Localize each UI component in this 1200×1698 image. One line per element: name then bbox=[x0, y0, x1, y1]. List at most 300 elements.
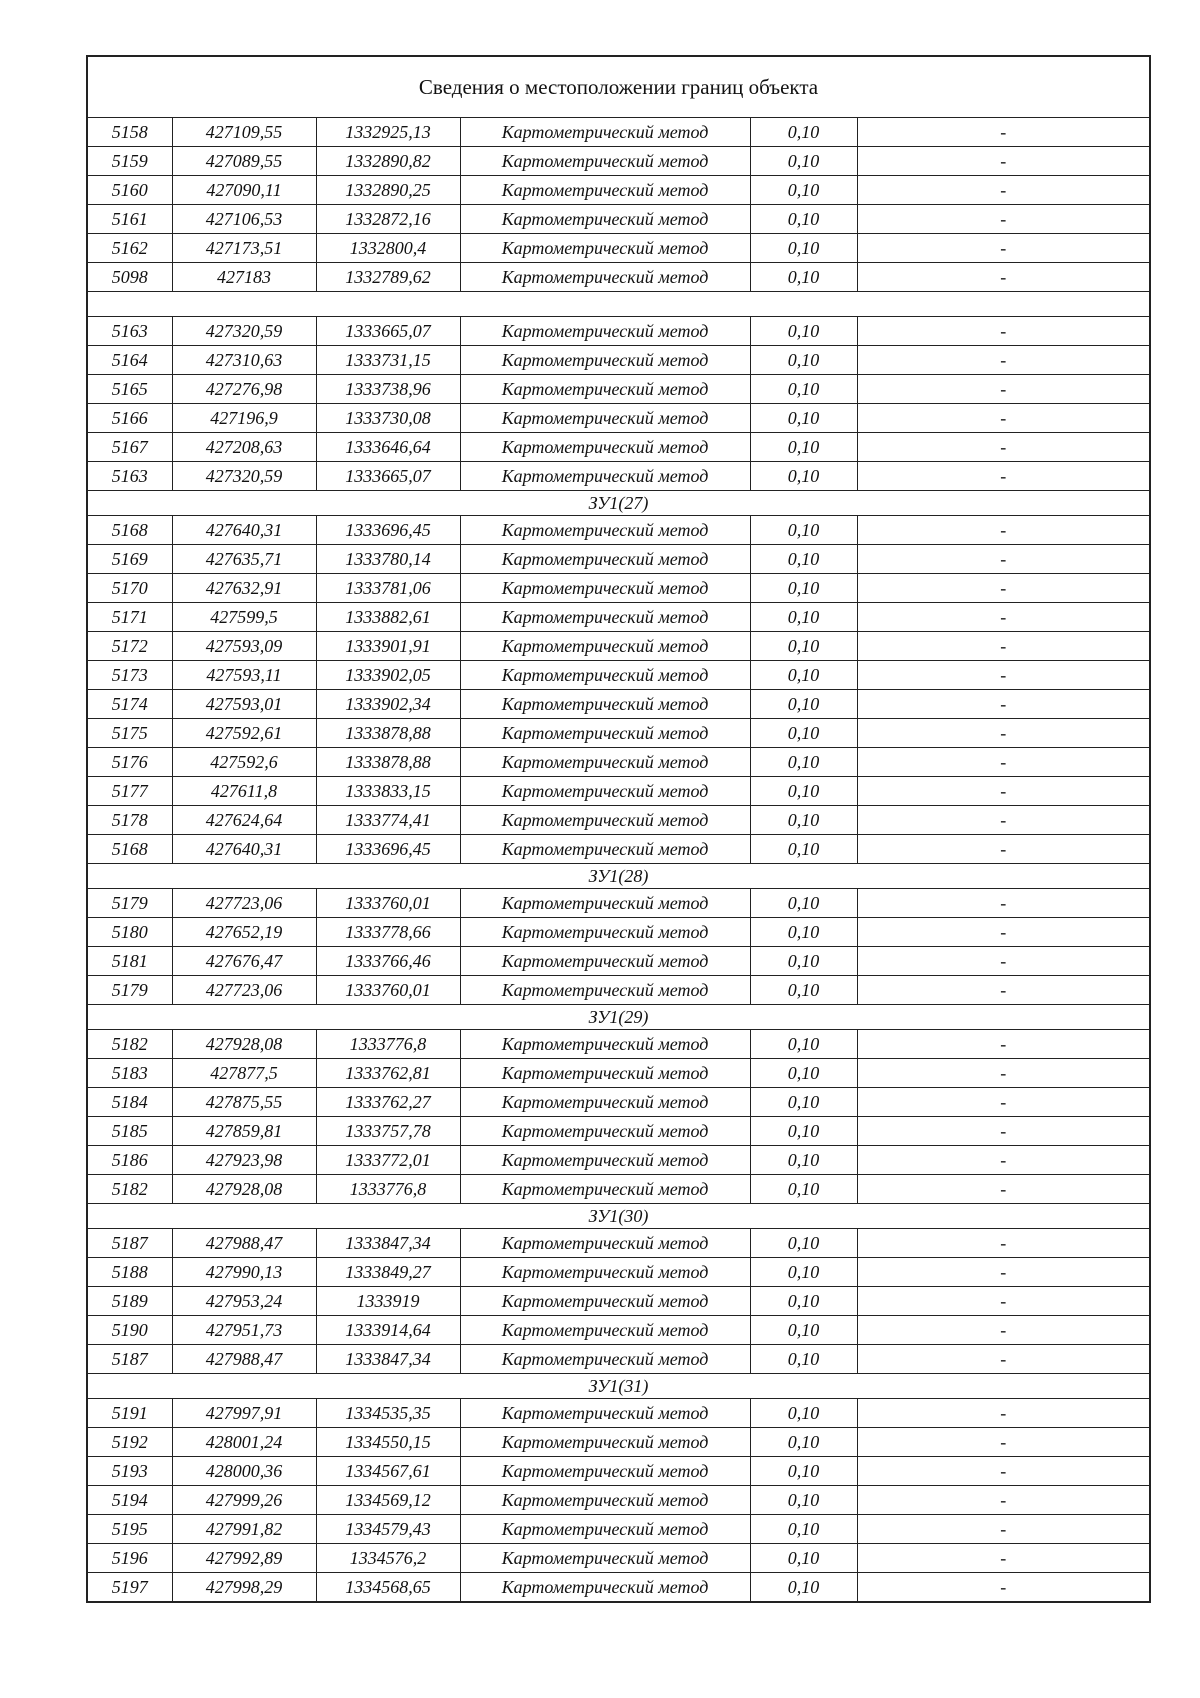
cell-point-number: 5179 bbox=[87, 976, 172, 1005]
cell-point-number: 5181 bbox=[87, 947, 172, 976]
cell-coord-x: 427599,5 bbox=[172, 603, 316, 632]
section-header-row bbox=[87, 491, 1150, 516]
cell-coord-y: 1333776,8 bbox=[316, 1175, 460, 1204]
cell-description: - bbox=[857, 1515, 1150, 1544]
section-header-row bbox=[87, 1005, 1150, 1030]
cell-coord-y: 1333847,34 bbox=[316, 1345, 460, 1374]
table-row bbox=[87, 1544, 1150, 1573]
cell-coord-x: 427640,31 bbox=[172, 516, 316, 545]
cell-accuracy: 0,10 bbox=[750, 147, 857, 176]
table-row bbox=[87, 574, 1150, 603]
table-row bbox=[87, 806, 1150, 835]
table-row bbox=[87, 1428, 1150, 1457]
cell-description: - bbox=[857, 918, 1150, 947]
cell-coord-y: 1333849,27 bbox=[316, 1258, 460, 1287]
cell-coord-y: 1332872,16 bbox=[316, 205, 460, 234]
table-row bbox=[87, 1345, 1150, 1374]
cell-point-number: 5188 bbox=[87, 1258, 172, 1287]
table-row bbox=[87, 118, 1150, 147]
cell-description: - bbox=[857, 317, 1150, 346]
cell-coord-y: 1333730,08 bbox=[316, 404, 460, 433]
table-row bbox=[87, 317, 1150, 346]
cell-method: Картометрический метод bbox=[460, 545, 750, 574]
table-row bbox=[87, 976, 1150, 1005]
table-row bbox=[87, 603, 1150, 632]
cell-coord-y: 1333902,34 bbox=[316, 690, 460, 719]
cell-point-number: 5160 bbox=[87, 176, 172, 205]
table-body bbox=[87, 56, 1150, 1602]
cell-description: - bbox=[857, 1399, 1150, 1428]
cell-coord-y: 1333762,81 bbox=[316, 1059, 460, 1088]
cell-point-number: 5163 bbox=[87, 317, 172, 346]
cell-point-number: 5174 bbox=[87, 690, 172, 719]
table-row bbox=[87, 719, 1150, 748]
boundary-coordinates-table bbox=[86, 55, 1151, 1603]
cell-accuracy: 0,10 bbox=[750, 1287, 857, 1316]
cell-coord-y: 1333919 bbox=[316, 1287, 460, 1316]
table-row bbox=[87, 462, 1150, 491]
cell-coord-x: 427997,91 bbox=[172, 1399, 316, 1428]
cell-accuracy: 0,10 bbox=[750, 433, 857, 462]
cell-coord-y: 1333902,05 bbox=[316, 661, 460, 690]
cell-method: Картометрический метод bbox=[460, 1059, 750, 1088]
cell-coord-y: 1333914,64 bbox=[316, 1316, 460, 1345]
cell-accuracy: 0,10 bbox=[750, 1175, 857, 1204]
cell-coord-x: 427624,64 bbox=[172, 806, 316, 835]
cell-coord-y: 1333731,15 bbox=[316, 346, 460, 375]
cell-description: - bbox=[857, 404, 1150, 433]
section-header-row bbox=[87, 864, 1150, 889]
cell-accuracy: 0,10 bbox=[750, 1229, 857, 1258]
table-row bbox=[87, 375, 1150, 404]
cell-point-number: 5185 bbox=[87, 1117, 172, 1146]
cell-accuracy: 0,10 bbox=[750, 889, 857, 918]
cell-description: - bbox=[857, 462, 1150, 491]
cell-coord-y: 1333878,88 bbox=[316, 748, 460, 777]
cell-description: - bbox=[857, 118, 1150, 147]
cell-coord-y: 1333772,01 bbox=[316, 1146, 460, 1175]
table-row bbox=[87, 777, 1150, 806]
cell-description: - bbox=[857, 433, 1150, 462]
cell-point-number: 5168 bbox=[87, 516, 172, 545]
table-row bbox=[87, 176, 1150, 205]
cell-point-number: 5172 bbox=[87, 632, 172, 661]
cell-point-number: 5180 bbox=[87, 918, 172, 947]
cell-coord-x: 427183 bbox=[172, 263, 316, 292]
cell-description: - bbox=[857, 1573, 1150, 1603]
cell-coord-y: 1334567,61 bbox=[316, 1457, 460, 1486]
cell-accuracy: 0,10 bbox=[750, 1573, 857, 1603]
cell-method: Картометрический метод bbox=[460, 1258, 750, 1287]
table-row bbox=[87, 835, 1150, 864]
cell-method: Картометрический метод bbox=[460, 1287, 750, 1316]
cell-description: - bbox=[857, 1258, 1150, 1287]
cell-coord-x: 427109,55 bbox=[172, 118, 316, 147]
cell-method: Картометрический метод bbox=[460, 748, 750, 777]
cell-coord-x: 427196,9 bbox=[172, 404, 316, 433]
cell-coord-x: 427640,31 bbox=[172, 835, 316, 864]
cell-point-number: 5170 bbox=[87, 574, 172, 603]
cell-coord-y: 1333665,07 bbox=[316, 462, 460, 491]
table-row bbox=[87, 690, 1150, 719]
table-row bbox=[87, 234, 1150, 263]
cell-description: - bbox=[857, 777, 1150, 806]
cell-point-number: 5189 bbox=[87, 1287, 172, 1316]
cell-description: - bbox=[857, 1486, 1150, 1515]
cell-point-number: 5171 bbox=[87, 603, 172, 632]
cell-coord-y: 1334568,65 bbox=[316, 1573, 460, 1603]
cell-method: Картометрический метод bbox=[460, 1175, 750, 1204]
section-label: ЗУ1(27) bbox=[87, 491, 1150, 516]
cell-description: - bbox=[857, 1117, 1150, 1146]
cell-accuracy: 0,10 bbox=[750, 1088, 857, 1117]
cell-coord-x: 427090,11 bbox=[172, 176, 316, 205]
table-row bbox=[87, 516, 1150, 545]
cell-coord-x: 427990,13 bbox=[172, 1258, 316, 1287]
cell-accuracy: 0,10 bbox=[750, 1316, 857, 1345]
cell-accuracy: 0,10 bbox=[750, 545, 857, 574]
cell-point-number: 5163 bbox=[87, 462, 172, 491]
cell-description: - bbox=[857, 1287, 1150, 1316]
cell-coord-y: 1333760,01 bbox=[316, 889, 460, 918]
cell-coord-x: 427593,01 bbox=[172, 690, 316, 719]
cell-accuracy: 0,10 bbox=[750, 404, 857, 433]
cell-point-number: 5167 bbox=[87, 433, 172, 462]
cell-point-number: 5182 bbox=[87, 1175, 172, 1204]
cell-description: - bbox=[857, 1457, 1150, 1486]
cell-description: - bbox=[857, 889, 1150, 918]
cell-accuracy: 0,10 bbox=[750, 1030, 857, 1059]
cell-point-number: 5158 bbox=[87, 118, 172, 147]
cell-description: - bbox=[857, 205, 1150, 234]
cell-accuracy: 0,10 bbox=[750, 346, 857, 375]
table-row bbox=[87, 1258, 1150, 1287]
cell-method: Картометрический метод bbox=[460, 1146, 750, 1175]
cell-description: - bbox=[857, 632, 1150, 661]
table-row bbox=[87, 1059, 1150, 1088]
document-page bbox=[86, 55, 1149, 1603]
cell-accuracy: 0,10 bbox=[750, 234, 857, 263]
cell-coord-y: 1333780,14 bbox=[316, 545, 460, 574]
cell-accuracy: 0,10 bbox=[750, 777, 857, 806]
cell-coord-x: 427723,06 bbox=[172, 976, 316, 1005]
cell-accuracy: 0,10 bbox=[750, 806, 857, 835]
cell-accuracy: 0,10 bbox=[750, 317, 857, 346]
cell-point-number: 5183 bbox=[87, 1059, 172, 1088]
cell-point-number: 5192 bbox=[87, 1428, 172, 1457]
cell-coord-y: 1333696,45 bbox=[316, 516, 460, 545]
cell-coord-x: 427992,89 bbox=[172, 1544, 316, 1573]
cell-coord-y: 1333766,46 bbox=[316, 947, 460, 976]
cell-description: - bbox=[857, 1146, 1150, 1175]
cell-description: - bbox=[857, 234, 1150, 263]
cell-point-number: 5184 bbox=[87, 1088, 172, 1117]
cell-coord-y: 1334569,12 bbox=[316, 1486, 460, 1515]
cell-coord-y: 1333646,64 bbox=[316, 433, 460, 462]
cell-description: - bbox=[857, 516, 1150, 545]
cell-method: Картометрический метод bbox=[460, 632, 750, 661]
cell-point-number: 5173 bbox=[87, 661, 172, 690]
cell-description: - bbox=[857, 1428, 1150, 1457]
cell-coord-x: 427877,5 bbox=[172, 1059, 316, 1088]
cell-coord-x: 427676,47 bbox=[172, 947, 316, 976]
cell-point-number: 5187 bbox=[87, 1345, 172, 1374]
cell-coord-x: 427723,06 bbox=[172, 889, 316, 918]
cell-accuracy: 0,10 bbox=[750, 632, 857, 661]
section-header-row bbox=[87, 1374, 1150, 1399]
section-header-row bbox=[87, 292, 1150, 317]
cell-coord-y: 1333847,34 bbox=[316, 1229, 460, 1258]
cell-description: - bbox=[857, 806, 1150, 835]
cell-coord-x: 427320,59 bbox=[172, 317, 316, 346]
cell-description: - bbox=[857, 263, 1150, 292]
cell-accuracy: 0,10 bbox=[750, 603, 857, 632]
cell-point-number: 5187 bbox=[87, 1229, 172, 1258]
cell-description: - bbox=[857, 603, 1150, 632]
cell-accuracy: 0,10 bbox=[750, 375, 857, 404]
cell-description: - bbox=[857, 1088, 1150, 1117]
cell-method: Картометрический метод bbox=[460, 1345, 750, 1374]
cell-point-number: 5159 bbox=[87, 147, 172, 176]
cell-accuracy: 0,10 bbox=[750, 1486, 857, 1515]
cell-point-number: 5191 bbox=[87, 1399, 172, 1428]
cell-coord-y: 1333696,45 bbox=[316, 835, 460, 864]
cell-point-number: 5182 bbox=[87, 1030, 172, 1059]
cell-description: - bbox=[857, 1030, 1150, 1059]
cell-coord-y: 1333774,41 bbox=[316, 806, 460, 835]
cell-coord-x: 427106,53 bbox=[172, 205, 316, 234]
cell-method: Картометрический метод bbox=[460, 1573, 750, 1603]
table-row bbox=[87, 1515, 1150, 1544]
cell-accuracy: 0,10 bbox=[750, 1258, 857, 1287]
cell-description: - bbox=[857, 1175, 1150, 1204]
cell-description: - bbox=[857, 1544, 1150, 1573]
cell-point-number: 5098 bbox=[87, 263, 172, 292]
cell-description: - bbox=[857, 574, 1150, 603]
cell-accuracy: 0,10 bbox=[750, 1544, 857, 1573]
cell-coord-y: 1332925,13 bbox=[316, 118, 460, 147]
table-title-row bbox=[87, 56, 1150, 118]
cell-method: Картометрический метод bbox=[460, 346, 750, 375]
cell-method: Картометрический метод bbox=[460, 317, 750, 346]
cell-coord-x: 427951,73 bbox=[172, 1316, 316, 1345]
cell-description: - bbox=[857, 176, 1150, 205]
table-row bbox=[87, 1486, 1150, 1515]
cell-coord-x: 427611,8 bbox=[172, 777, 316, 806]
cell-method: Картометрический метод bbox=[460, 777, 750, 806]
cell-point-number: 5169 bbox=[87, 545, 172, 574]
table-row bbox=[87, 1030, 1150, 1059]
cell-point-number: 5161 bbox=[87, 205, 172, 234]
cell-coord-y: 1334550,15 bbox=[316, 1428, 460, 1457]
cell-coord-y: 1333665,07 bbox=[316, 317, 460, 346]
cell-coord-x: 427928,08 bbox=[172, 1175, 316, 1204]
cell-coord-y: 1334579,43 bbox=[316, 1515, 460, 1544]
cell-method: Картометрический метод bbox=[460, 205, 750, 234]
table-row bbox=[87, 748, 1150, 777]
table-row bbox=[87, 263, 1150, 292]
cell-coord-x: 427089,55 bbox=[172, 147, 316, 176]
cell-coord-y: 1333760,01 bbox=[316, 976, 460, 1005]
cell-method: Картометрический метод bbox=[460, 263, 750, 292]
cell-method: Картометрический метод bbox=[460, 1399, 750, 1428]
cell-coord-y: 1333901,91 bbox=[316, 632, 460, 661]
cell-point-number: 5190 bbox=[87, 1316, 172, 1345]
cell-method: Картометрический метод bbox=[460, 1030, 750, 1059]
cell-coord-x: 427310,63 bbox=[172, 346, 316, 375]
cell-coord-x: 427635,71 bbox=[172, 545, 316, 574]
cell-description: - bbox=[857, 748, 1150, 777]
cell-method: Картометрический метод bbox=[460, 516, 750, 545]
cell-accuracy: 0,10 bbox=[750, 176, 857, 205]
cell-accuracy: 0,10 bbox=[750, 947, 857, 976]
cell-coord-x: 427632,91 bbox=[172, 574, 316, 603]
cell-coord-x: 427652,19 bbox=[172, 918, 316, 947]
table-row bbox=[87, 1117, 1150, 1146]
cell-point-number: 5165 bbox=[87, 375, 172, 404]
cell-point-number: 5168 bbox=[87, 835, 172, 864]
cell-method: Картометрический метод bbox=[460, 433, 750, 462]
cell-point-number: 5186 bbox=[87, 1146, 172, 1175]
cell-method: Картометрический метод bbox=[460, 1229, 750, 1258]
cell-description: - bbox=[857, 1229, 1150, 1258]
cell-coord-y: 1333882,61 bbox=[316, 603, 460, 632]
cell-point-number: 5195 bbox=[87, 1515, 172, 1544]
cell-coord-y: 1333781,06 bbox=[316, 574, 460, 603]
cell-accuracy: 0,10 bbox=[750, 661, 857, 690]
cell-coord-x: 427859,81 bbox=[172, 1117, 316, 1146]
table-row bbox=[87, 1088, 1150, 1117]
table-title: Сведения о местоположении границ объекта bbox=[87, 56, 1150, 118]
cell-point-number: 5175 bbox=[87, 719, 172, 748]
cell-method: Картометрический метод bbox=[460, 918, 750, 947]
cell-accuracy: 0,10 bbox=[750, 976, 857, 1005]
table-row bbox=[87, 1399, 1150, 1428]
cell-description: - bbox=[857, 1059, 1150, 1088]
cell-accuracy: 0,10 bbox=[750, 1399, 857, 1428]
cell-point-number: 5197 bbox=[87, 1573, 172, 1603]
cell-coord-y: 1332789,62 bbox=[316, 263, 460, 292]
cell-method: Картометрический метод bbox=[460, 690, 750, 719]
table-row bbox=[87, 918, 1150, 947]
cell-coord-x: 427999,26 bbox=[172, 1486, 316, 1515]
cell-accuracy: 0,10 bbox=[750, 1059, 857, 1088]
cell-coord-y: 1334535,35 bbox=[316, 1399, 460, 1428]
cell-method: Картометрический метод bbox=[460, 574, 750, 603]
cell-accuracy: 0,10 bbox=[750, 1515, 857, 1544]
cell-method: Картометрический метод bbox=[460, 1428, 750, 1457]
cell-coord-x: 427320,59 bbox=[172, 462, 316, 491]
cell-coord-y: 1333878,88 bbox=[316, 719, 460, 748]
cell-description: - bbox=[857, 375, 1150, 404]
cell-accuracy: 0,10 bbox=[750, 748, 857, 777]
cell-method: Картометрический метод bbox=[460, 118, 750, 147]
cell-point-number: 5166 bbox=[87, 404, 172, 433]
cell-accuracy: 0,10 bbox=[750, 1428, 857, 1457]
cell-method: Картометрический метод bbox=[460, 719, 750, 748]
cell-accuracy: 0,10 bbox=[750, 1457, 857, 1486]
cell-point-number: 5179 bbox=[87, 889, 172, 918]
cell-method: Картометрический метод bbox=[460, 603, 750, 632]
section-label: ЗУ1(29) bbox=[87, 1005, 1150, 1030]
cell-method: Картометрический метод bbox=[460, 404, 750, 433]
cell-accuracy: 0,10 bbox=[750, 462, 857, 491]
cell-accuracy: 0,10 bbox=[750, 1146, 857, 1175]
cell-coord-x: 427953,24 bbox=[172, 1287, 316, 1316]
table-row bbox=[87, 1573, 1150, 1603]
table-row bbox=[87, 889, 1150, 918]
cell-description: - bbox=[857, 835, 1150, 864]
table-row bbox=[87, 1457, 1150, 1486]
section-header-row bbox=[87, 1204, 1150, 1229]
cell-description: - bbox=[857, 346, 1150, 375]
cell-description: - bbox=[857, 1316, 1150, 1345]
cell-point-number: 5196 bbox=[87, 1544, 172, 1573]
cell-method: Картометрический метод bbox=[460, 835, 750, 864]
cell-coord-x: 427593,09 bbox=[172, 632, 316, 661]
cell-method: Картометрический метод bbox=[460, 462, 750, 491]
table-row bbox=[87, 545, 1150, 574]
cell-description: - bbox=[857, 661, 1150, 690]
table-row bbox=[87, 1175, 1150, 1204]
cell-accuracy: 0,10 bbox=[750, 835, 857, 864]
cell-coord-x: 427928,08 bbox=[172, 1030, 316, 1059]
cell-accuracy: 0,10 bbox=[750, 1117, 857, 1146]
cell-coord-y: 1333762,27 bbox=[316, 1088, 460, 1117]
cell-coord-y: 1334576,2 bbox=[316, 1544, 460, 1573]
section-label: ЗУ1(28) bbox=[87, 864, 1150, 889]
table-row bbox=[87, 1316, 1150, 1345]
cell-point-number: 5194 bbox=[87, 1486, 172, 1515]
cell-coord-x: 427592,6 bbox=[172, 748, 316, 777]
cell-method: Картометрический метод bbox=[460, 147, 750, 176]
cell-accuracy: 0,10 bbox=[750, 1345, 857, 1374]
cell-coord-y: 1332890,25 bbox=[316, 176, 460, 205]
cell-method: Картометрический метод bbox=[460, 806, 750, 835]
cell-accuracy: 0,10 bbox=[750, 690, 857, 719]
cell-point-number: 5177 bbox=[87, 777, 172, 806]
cell-accuracy: 0,10 bbox=[750, 263, 857, 292]
cell-coord-x: 427998,29 bbox=[172, 1573, 316, 1603]
cell-coord-y: 1333776,8 bbox=[316, 1030, 460, 1059]
cell-coord-x: 427208,63 bbox=[172, 433, 316, 462]
cell-accuracy: 0,10 bbox=[750, 574, 857, 603]
cell-method: Картометрический метод bbox=[460, 234, 750, 263]
cell-coord-x: 427875,55 bbox=[172, 1088, 316, 1117]
cell-coord-x: 428000,36 bbox=[172, 1457, 316, 1486]
cell-coord-y: 1332800,4 bbox=[316, 234, 460, 263]
cell-method: Картометрический метод bbox=[460, 1316, 750, 1345]
cell-description: - bbox=[857, 690, 1150, 719]
cell-point-number: 5193 bbox=[87, 1457, 172, 1486]
cell-coord-y: 1333757,78 bbox=[316, 1117, 460, 1146]
cell-accuracy: 0,10 bbox=[750, 516, 857, 545]
cell-coord-y: 1333833,15 bbox=[316, 777, 460, 806]
table-row bbox=[87, 147, 1150, 176]
cell-method: Картометрический метод bbox=[460, 947, 750, 976]
cell-method: Картометрический метод bbox=[460, 1515, 750, 1544]
cell-description: - bbox=[857, 976, 1150, 1005]
table-row bbox=[87, 661, 1150, 690]
cell-coord-x: 427276,98 bbox=[172, 375, 316, 404]
cell-point-number: 5164 bbox=[87, 346, 172, 375]
table-row bbox=[87, 1229, 1150, 1258]
table-row bbox=[87, 404, 1150, 433]
cell-coord-x: 427593,11 bbox=[172, 661, 316, 690]
cell-accuracy: 0,10 bbox=[750, 918, 857, 947]
table-row bbox=[87, 632, 1150, 661]
cell-point-number: 5162 bbox=[87, 234, 172, 263]
